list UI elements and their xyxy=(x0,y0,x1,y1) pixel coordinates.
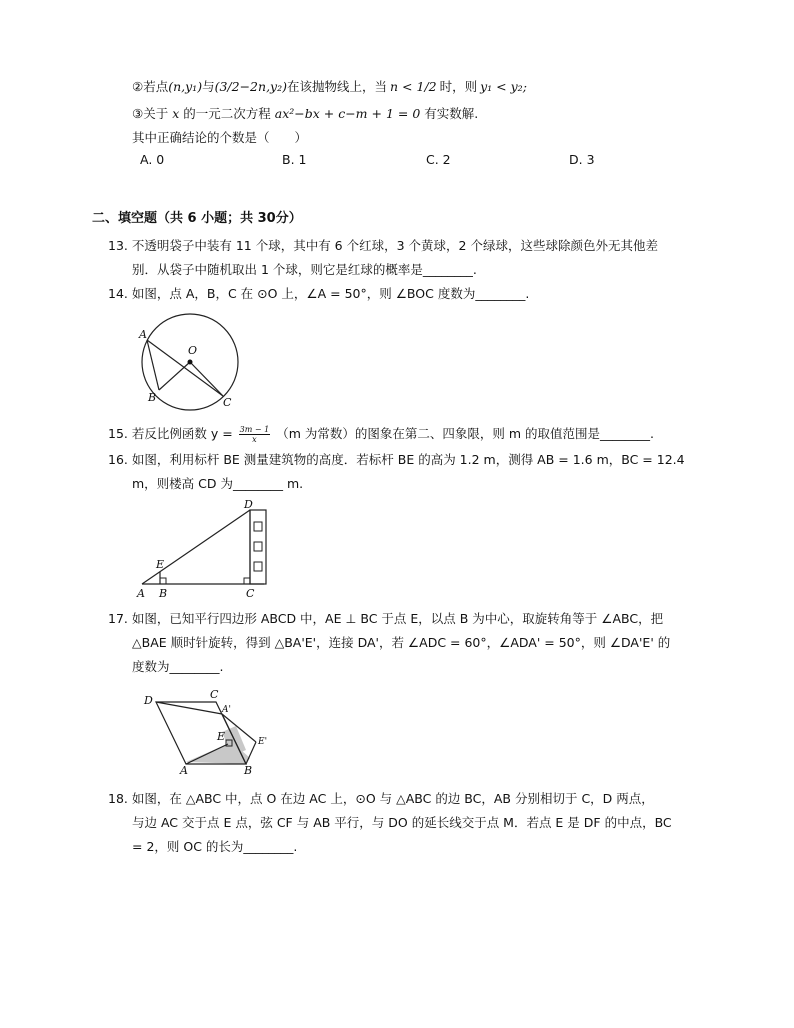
label-a: A xyxy=(139,328,147,341)
section-title: 二、填空题（共 6 小题；共 30分） xyxy=(92,211,302,226)
q16-line1: 16. 如图，利用标杆 BE 测量建筑物的高度．若标杆 BE 的高为 1.2 m，测得 AB = 1.6 m，BC = 12.4 xyxy=(108,452,685,467)
q15-line xyxy=(108,425,654,444)
q16-building-figure xyxy=(134,496,274,600)
q15-fraction xyxy=(239,425,271,444)
q15-fraction-num: 3m − 1 xyxy=(239,425,270,434)
label-b: B xyxy=(159,587,168,600)
q13-line1: 13. 不透明袋子中装有 11 个球，其中有 6 个红球，3 个黄球，2 个绿球，这些球除颜色外无其他差 xyxy=(108,238,658,253)
label-d: D xyxy=(144,694,153,707)
segment-e1b xyxy=(246,742,256,764)
q12-item3-text2: 的一元二次方程 xyxy=(183,106,271,121)
segment-da1 xyxy=(156,702,222,714)
window-1 xyxy=(254,522,262,531)
q15-text: 15. 若反比例函数 y = xyxy=(108,426,233,441)
q14-line1: 14. 如图，点 A，B，C 在 ⊙O 上，∠A = 50°，则 ∠BOC 度数为________. xyxy=(108,286,530,301)
q16-line2: m，则楼高 CD 为________ m. xyxy=(132,476,304,491)
q12-item2-text: ②若点 xyxy=(132,79,169,94)
q18-line3: = 2，则 OC 的长为________. xyxy=(132,839,298,854)
q12-item2-point1: (n,y₁) xyxy=(168,79,203,94)
q18-line1: 18. 如图，在 △ABC 中，点 O 在边 AC 上，⊙O 与 △ABC 的边 BC，AB 分别相切于 C，D 两点， xyxy=(108,791,654,806)
q12-item2-result: y₁ < y₂; xyxy=(480,79,527,94)
q12-option-b: B. 1 xyxy=(282,152,307,167)
q12-question: 其中正确结论的个数是（ ） xyxy=(132,130,308,145)
q13-line2: 别．从袋子中随机取出 1 个球，则它是红球的概率是________. xyxy=(132,262,477,277)
q17-line3: 度数为________. xyxy=(132,659,224,674)
q12-option-a: A. 0 xyxy=(140,152,165,167)
q14-circle-figure xyxy=(130,308,250,413)
label-e: E xyxy=(156,558,165,571)
sight-line xyxy=(142,510,250,584)
label-c: C xyxy=(246,587,255,600)
label-a-prime: A' xyxy=(222,705,231,715)
q15-fraction-den: x xyxy=(252,435,257,444)
segment-oc xyxy=(190,362,223,396)
q12-item3-var: x xyxy=(172,106,180,121)
label-a: A xyxy=(180,764,188,777)
right-angle-b xyxy=(160,578,166,584)
q12-item2-text4: 时，则 xyxy=(439,79,478,94)
q12-item3-equation: ax²−bx + c−m + 1 = 0 xyxy=(274,106,421,121)
label-e-prime: E' xyxy=(258,737,268,747)
q12-item3-text: ③关于 xyxy=(132,106,169,121)
right-angle-c xyxy=(244,578,250,584)
q12-item3-text3: 有实数解. xyxy=(424,106,479,121)
q17-line1: 17. 如图，已知平行四边形 ABCD 中，AE ⊥ BC 于点 E，以点 B 为中心，取旋转角等于 ∠ABC，把 xyxy=(108,611,664,626)
q12-option-c: C. 2 xyxy=(426,152,451,167)
q12-item2-cond: n < 1/2 xyxy=(390,79,437,94)
label-d: D xyxy=(244,498,253,511)
label-c: C xyxy=(210,688,219,701)
label-c: C xyxy=(223,396,232,409)
q12-item3 xyxy=(132,105,478,123)
q12-item2 xyxy=(132,78,527,96)
label-o: O xyxy=(188,344,198,357)
label-a: A xyxy=(137,587,145,600)
q12-item2-text3: 在该抛物线上，当 xyxy=(287,79,388,94)
q12-option-d: D. 3 xyxy=(569,152,595,167)
q17-line2: △BAE 顺时针旋转，得到 △BA'E'，连接 DA'，若 ∠ADC = 60°，∠ADA' = 50°，则 ∠DA'E' 的 xyxy=(132,635,671,650)
segment-ob xyxy=(159,362,190,390)
label-e: E xyxy=(217,730,226,743)
building-rect xyxy=(250,510,266,584)
window-3 xyxy=(254,562,262,571)
q18-line2: 与边 AC 交于点 E 点，弦 CF 与 AB 平行，与 DO 的延长线交于点 M．若点 E 是 DF 的中点，BC xyxy=(132,815,672,830)
q12-item2-point2: (3/2−2n,y₂) xyxy=(214,79,287,94)
q12-item2-text2: 与 xyxy=(202,79,215,94)
center-point xyxy=(188,360,193,365)
window-2 xyxy=(254,542,262,551)
label-b: B xyxy=(244,764,253,777)
q15-text2: （m 为常数）的图象在第二、四象限，则 m 的取值范围是________. xyxy=(276,426,654,441)
label-b: B xyxy=(148,391,157,404)
q17-parallelogram-figure xyxy=(138,686,278,778)
